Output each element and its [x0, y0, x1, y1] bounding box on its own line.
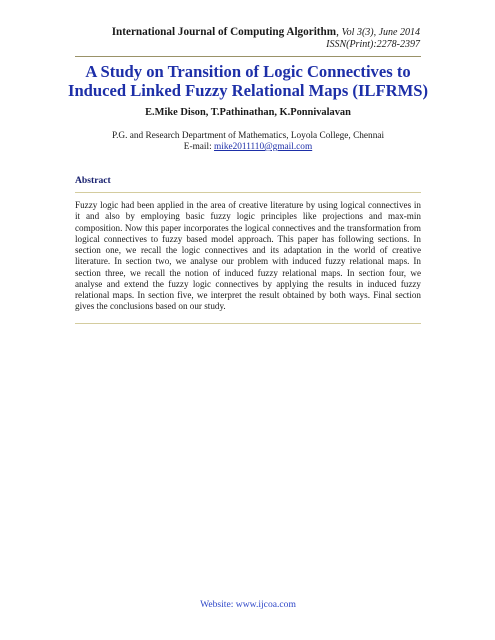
- abstract-heading: Abstract: [75, 175, 111, 186]
- author-affiliation-block: [60, 131, 436, 153]
- email-label: E-mail:: [183, 142, 212, 152]
- running-header: [112, 26, 420, 50]
- footer-website[interactable]: Website: www.ijcoa.com: [200, 599, 296, 610]
- journal-volume: Vol 3(3), June 2014: [341, 27, 420, 38]
- affiliation: P.G. and Research Department of Mathematics, Loyola College, Chennai: [111, 131, 385, 141]
- journal-name: International Journal of Computing Algorithm: [111, 26, 337, 38]
- title-line-2: Induced Linked Fuzzy Relational Maps (ILFRMS): [67, 81, 429, 100]
- email-link[interactable]: mike2011110@gmail.com: [214, 142, 313, 152]
- header-rule: [75, 56, 421, 57]
- abstract-bottom-rule: [75, 323, 421, 324]
- paper-title: [60, 62, 436, 100]
- email-line: [60, 142, 436, 153]
- journal-line: [112, 26, 420, 38]
- journal-issn: ISSN(Print):2278-2397: [326, 39, 420, 50]
- journal-separator: ,: [336, 26, 342, 38]
- paper-authors: E.Mike Dison, T.Pathinathan, K.Ponnivalavan: [145, 107, 351, 118]
- abstract-text: Fuzzy logic had been applied in the area of creative literature by using logical connectives in it and also by employing basic fuzzy logic principles like projections and max-min composition. Now this paper incorporates the logical connectives and the transformation from logical connectives to fuzzy based model approach. This paper has following sections. In section one, we recall the logic connectives and its adaptation in the world of creative literature. In section two, we analyse our problem with induced fuzzy relational maps. In section three, we recall the notion of induced fuzzy relational maps. In section four, we analyse and extend the fuzzy logic connectives by applying the results in induced fuzzy relational maps. In section five, we interpret the result obtained by both ways. Final section gives the conclusions based on our study.: [75, 200, 421, 312]
- title-line-1: A Study on Transition of Logic Connectives to: [85, 62, 411, 81]
- abstract-top-rule: [75, 192, 421, 193]
